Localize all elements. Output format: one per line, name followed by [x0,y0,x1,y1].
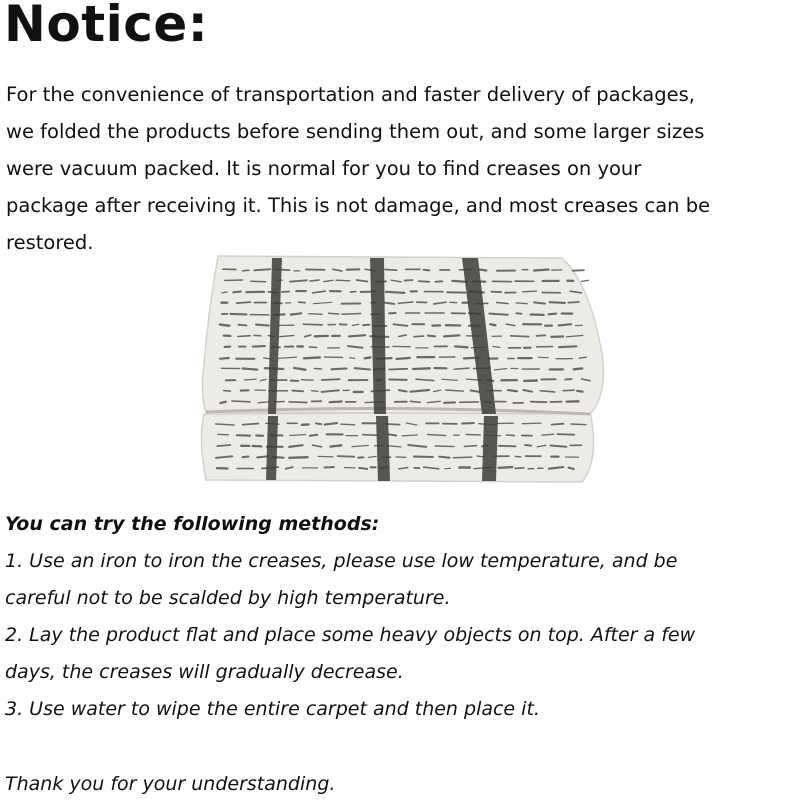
pattern-dash [384,303,394,304]
pattern-dash [301,380,313,381]
pattern-dash [453,457,472,458]
pattern-dash [243,424,259,425]
pattern-dash [452,281,467,282]
pattern-dash [243,270,249,271]
pattern-dash [537,335,546,336]
notice-title: Notice: [4,0,208,54]
pattern-dash [309,314,322,315]
pattern-dash [563,390,574,391]
pattern-dash [435,446,454,447]
pattern-dash [508,390,517,391]
pattern-dash [428,336,435,337]
method-line: days, the creases will gradually decrease. [5,654,797,691]
pattern-dash [444,335,459,336]
method-line: 3. Use water to wipe the entire carpet and then place it. [5,691,797,728]
pattern-dash [350,292,355,293]
pattern-dash [318,456,333,457]
pattern-dash [256,325,269,326]
pattern-dash [413,368,430,369]
method-line: 1. Use an iron to iron the creases, please use low temperature, and be [5,543,797,580]
intro-line: For the convenience of transportation and faster delivery of packages, [6,76,798,113]
pattern-dash [233,292,241,293]
pattern-dash [341,424,355,425]
pattern-dash [489,314,507,315]
pattern-dash [559,346,576,347]
pattern-dash [574,368,583,369]
pattern-dash [534,302,545,303]
pattern-dash [312,391,319,392]
pattern-dash [405,280,413,281]
pattern-dash [559,324,572,325]
pattern-dash [220,325,229,326]
pattern-dash [254,269,270,270]
pattern-dash [389,369,407,370]
pattern-dash [355,368,370,369]
pattern-dash [332,369,347,370]
pattern-dash [282,292,289,293]
pattern-dash [220,358,229,359]
pattern-dash [325,467,334,468]
pattern-dash [310,435,318,436]
carpet-stripe [482,416,498,481]
pattern-dash [231,314,247,315]
pattern-dash [549,314,556,315]
pattern-dash [309,347,316,348]
pattern-dash [329,313,339,314]
pattern-dash [237,435,250,436]
pattern-dash [253,446,262,447]
pattern-dash [224,391,231,392]
pattern-dash [243,457,249,458]
pattern-dash [238,336,250,337]
pattern-dash [385,270,397,271]
pattern-dash [303,324,322,325]
pattern-dash [439,457,449,458]
pattern-dash [515,456,520,457]
pattern-dash [243,369,258,370]
pattern-dash [397,358,410,359]
pattern-dash [342,314,361,315]
pattern-dash [568,302,579,303]
closing-line: Thank you for your understanding. [5,766,335,803]
pattern-dash [237,302,251,303]
pattern-dash [523,291,537,292]
pattern-dash [289,457,307,458]
pattern-dash [225,280,243,281]
intro-paragraph [6,76,798,261]
pattern-dash [515,468,524,469]
intro-line: restored. [6,224,798,261]
pattern-dash [525,445,531,446]
pattern-dash [257,456,267,457]
pattern-dash [552,424,564,425]
pattern-dash [424,270,430,271]
pattern-dash [410,401,420,402]
pattern-dash [365,357,371,358]
intro-line: package after receiving it. This is not damage, and most creases can be [6,187,798,224]
pattern-dash [336,280,350,281]
pattern-dash [550,446,566,447]
pattern-dash [493,347,500,348]
pattern-dash [557,434,574,435]
pattern-dash [538,357,548,358]
methods-section [5,506,797,728]
carpet-stripe [266,416,278,480]
pattern-dash [414,336,424,337]
method-line: 2. Lay the product flat and place some heavy objects on top. After a few [5,617,797,654]
pattern-dash [386,292,404,293]
pattern-dash [445,468,451,469]
pattern-dash [244,379,256,380]
pattern-dash [455,346,467,347]
pattern-dash [291,313,301,314]
pattern-dash [462,423,474,424]
pattern-dash [349,335,365,336]
pattern-dash [289,402,307,403]
pattern-dash [325,423,337,425]
folded-carpet-image [190,244,620,494]
pattern-dash [511,336,529,337]
pattern-dash [565,379,572,380]
pattern-dash [315,369,322,370]
pattern-dash [359,468,367,469]
pattern-dash [310,280,319,281]
pattern-dash [330,402,342,403]
pattern-dash [350,358,355,359]
pattern-dash [388,434,397,435]
pattern-dash [531,402,547,403]
pattern-dash [292,391,303,392]
pattern-dash [253,346,265,347]
method-line: careful not to be scalded by high temperature. [5,580,797,617]
pattern-dash [304,357,320,358]
pattern-dash [322,379,340,380]
pattern-dash [490,324,495,325]
pattern-dash [499,467,513,468]
intro-line: we folded the products before sending them out, and some larger sizes [6,113,798,150]
pattern-dash [550,302,565,303]
intro-line: were vacuum packed. It is normal for you to find creases on your [6,150,798,187]
pattern-dash [577,391,582,392]
pattern-dash [363,435,379,436]
pattern-dash [316,423,321,424]
pattern-dash [221,402,226,403]
pattern-dash [569,468,574,469]
pattern-dash [363,325,369,326]
pattern-dash [402,435,417,436]
pattern-dash [479,270,486,271]
pattern-dash [239,325,247,326]
pattern-dash [581,280,588,281]
pattern-dash [573,270,584,271]
pattern-dash [522,423,541,424]
pattern-dash [330,445,341,446]
pattern-dash [534,270,549,271]
pattern-dash [386,424,399,425]
pattern-dash [232,401,250,402]
pattern-dash [419,281,429,282]
carpet-stripe [376,416,390,481]
pattern-dash [217,445,230,446]
pattern-dash [499,446,516,447]
methods-heading: You can try the following methods: [5,506,797,543]
pattern-dash [399,390,407,391]
pattern-dash [516,303,527,304]
pattern-dash [338,456,355,457]
pattern-dash [436,281,443,282]
pattern-dash [464,446,476,447]
pattern-dash [506,435,514,436]
pattern-dash [571,424,586,425]
